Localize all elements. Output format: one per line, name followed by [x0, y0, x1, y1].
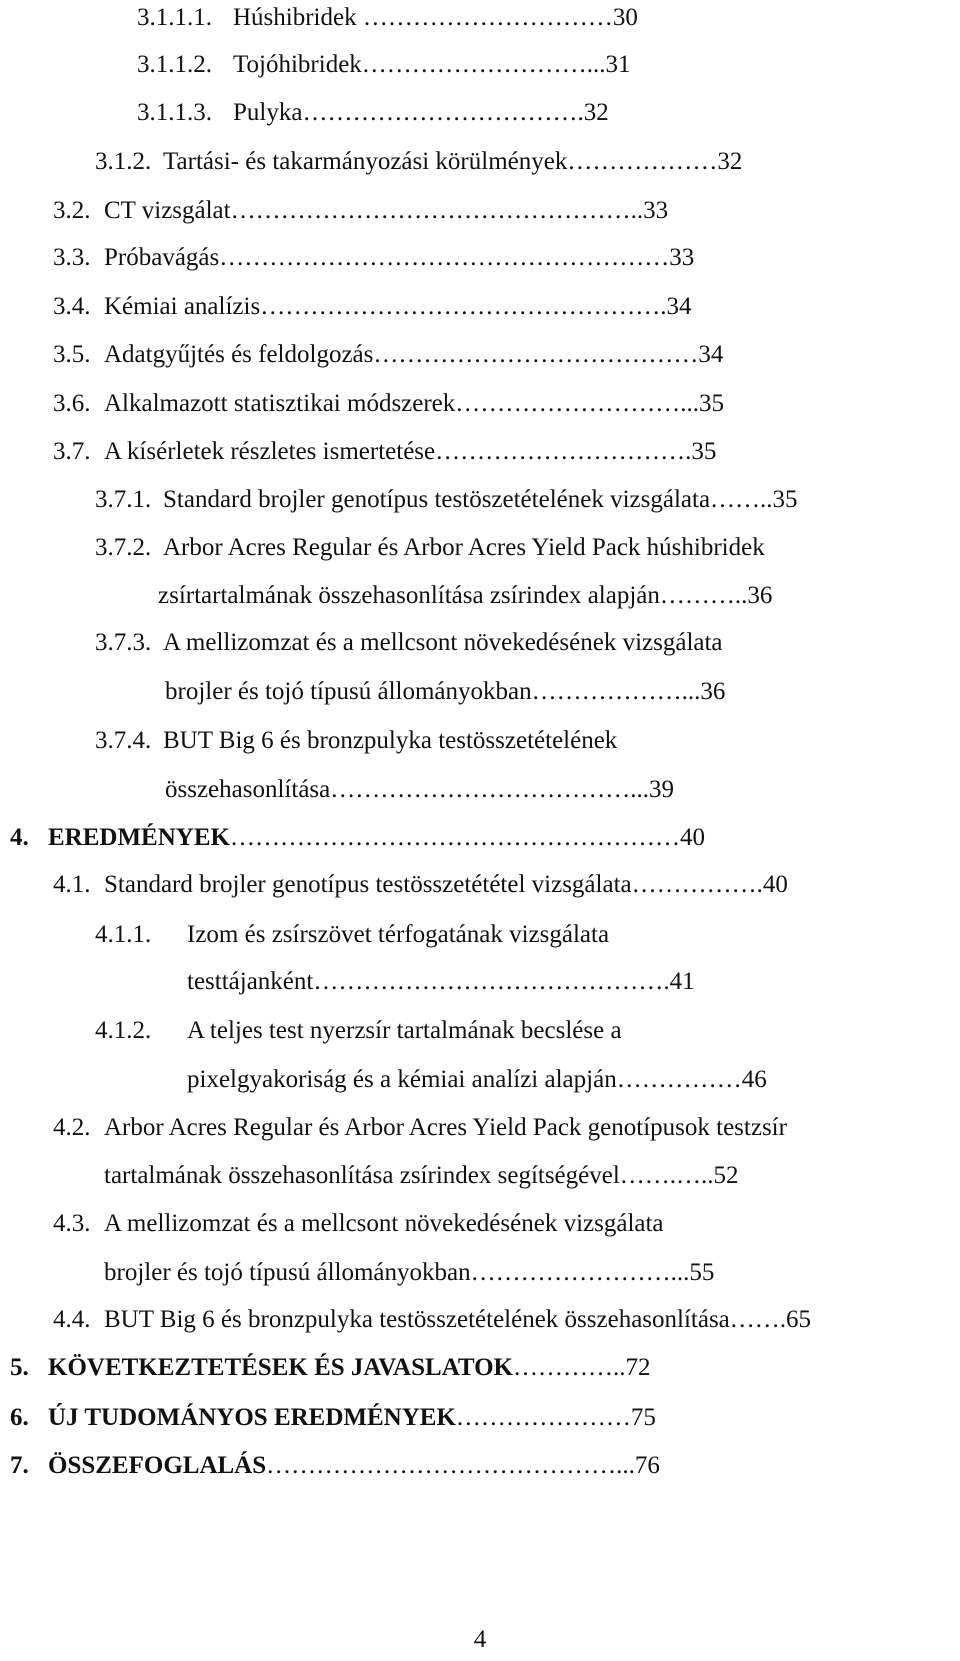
toc-leader-dots: …………… [616, 1066, 742, 1093]
toc-entry-page: 46 [741, 1066, 767, 1093]
toc-entry [10, 1403, 656, 1433]
toc-entry-title: EREDMÉNYEK [48, 824, 230, 851]
toc-entry [10, 823, 705, 853]
toc-entry [95, 485, 798, 515]
toc-leader-dots: ………….. [513, 1354, 626, 1381]
toc-entry-page: 32 [583, 99, 609, 126]
toc-entry-number: 4.1.1. [95, 921, 152, 948]
toc-entry [95, 628, 723, 658]
page-number: 4 [473, 1626, 487, 1653]
toc-entry-title: Standard brojler genotípus testösszetététel vizsgálata [104, 871, 632, 898]
toc-leader-dots: ……………… [567, 148, 718, 175]
toc-entry-title: A kísérletek részletes ismertetése [104, 438, 436, 465]
toc-entry-title: Standard brojler genotípus testöszetételének vizsgálata [163, 486, 711, 513]
toc-entry-title: pixelgyakoriság és a kémiai analízi alapján [187, 1066, 617, 1093]
toc-leader-dots: ………………………………………….. [230, 197, 644, 224]
toc-entry-page: 40 [679, 824, 705, 851]
toc-entry-title: CT vizsgálat [104, 197, 231, 224]
toc-leader-dots: ………………………………… [373, 341, 699, 368]
toc-leader-dots: ……………………... [470, 1259, 690, 1286]
toc-entry-continuation [187, 967, 695, 997]
toc-entry [53, 1305, 811, 1335]
toc-entry-number: 3.7.1. [95, 486, 152, 513]
toc-leader-dots: ……………………………………. [313, 968, 670, 995]
toc-entry-page: 41 [669, 968, 695, 995]
toc-leader-dots: ………………………... [455, 390, 700, 417]
toc-entry-continuation [165, 775, 674, 805]
toc-entry-page: 33 [643, 197, 669, 224]
toc-entry-title: Kémiai analízis [104, 293, 261, 320]
toc-entry [137, 98, 609, 128]
toc-leader-dots: ………………… [455, 1404, 631, 1431]
toc-entry-title: KÖVETKEZTETÉSEK ÉS JAVASLATOK [48, 1354, 514, 1381]
toc-leader-dots: ……………………………………………… [229, 824, 680, 851]
toc-entry-title: Arbor Acres Regular és Arbor Acres Yield Pack genotípusok testzsír [104, 1114, 787, 1141]
toc-entry [53, 243, 694, 273]
toc-entry-page: 75 [630, 1404, 656, 1431]
toc-entry-page: 30 [612, 4, 638, 31]
toc-entry-continuation [187, 1065, 767, 1095]
toc-entry-number: 5. [10, 1354, 29, 1381]
toc-leader-dots: ……………………………………... [266, 1452, 635, 1479]
toc-entry-number: 4.1.2. [95, 1017, 152, 1044]
toc-entry-number: 3.3. [53, 244, 91, 271]
toc-entry-number: 3.7.4. [95, 727, 152, 754]
toc-entry-continuation [165, 677, 725, 707]
toc-entry-page: 76 [634, 1452, 660, 1479]
toc-entry-title: brojler és tojó típusú állományokban [165, 678, 532, 705]
toc-entry-title: testtájanként [187, 968, 314, 995]
toc-leader-dots: ………………………… [356, 4, 613, 31]
toc-entry-page: 34 [698, 341, 724, 368]
toc-entry-page: 65 [786, 1306, 812, 1333]
toc-leader-dots: …………………………………………. [260, 293, 667, 320]
toc-entry-title: brojler és tojó típusú állományokban [104, 1259, 471, 1286]
toc-entry-number: 3.1.2. [95, 148, 152, 175]
toc-leader-dots: ……………. [631, 871, 763, 898]
toc-entry [53, 292, 691, 322]
toc-entry-title: A mellizomzat és a mellcsont növekedésének vizsgálata [163, 629, 723, 656]
toc-entry-number: 4.2. [53, 1114, 91, 1141]
toc-leader-dots: ………………………... [361, 51, 606, 78]
toc-entry-title: Adatgyűjtés és feldolgozás [104, 341, 374, 368]
toc-entry-title: ÚJ TUDOMÁNYOS EREDMÉNYEK [48, 1404, 456, 1431]
toc-leader-dots: ……….. [659, 582, 748, 609]
toc-entry-number: 3.1.1.3. [137, 99, 212, 126]
toc-leader-dots: ……………………………. [302, 99, 584, 126]
toc-entry [95, 726, 617, 756]
toc-leader-dots: …….. [710, 486, 773, 513]
toc-entry-page: 55 [689, 1259, 715, 1286]
toc-entry [10, 1451, 660, 1481]
toc-entry [10, 1353, 651, 1383]
toc-entry-page: 35 [691, 438, 717, 465]
toc-entry [95, 1016, 622, 1046]
toc-entry-number: 3.7. [53, 438, 91, 465]
toc-entry-title: Izom és zsírszövet térfogatának vizsgálata [187, 921, 610, 948]
toc-entry [53, 340, 723, 370]
toc-entry-number: 3.2. [53, 197, 91, 224]
toc-entry-number: 3.5. [53, 341, 91, 368]
toc-entry-title: Tartási- és takarmányozási körülmények [163, 148, 568, 175]
toc-entry-title: A mellizomzat és a mellcsont növekedésének vizsgálata [104, 1210, 664, 1237]
toc-leader-dots: ……. [729, 1306, 787, 1333]
toc-entry-title: tartalmának összehasonlítása zsírindex segítségével [104, 1162, 620, 1189]
toc-entry [137, 50, 631, 80]
toc-entry [95, 147, 742, 177]
toc-entry-page: 39 [648, 776, 674, 803]
toc-entry [53, 870, 788, 900]
toc-entry [53, 1113, 787, 1143]
toc-entry-number: 4.4. [53, 1306, 91, 1333]
toc-entry-number: 3.4. [53, 293, 91, 320]
toc-entry-title: Arbor Acres Regular és Arbor Acres Yield Pack húshibridek [163, 534, 765, 561]
toc-entry-continuation [158, 581, 772, 611]
toc-entry-page: 32 [717, 148, 743, 175]
toc-entry-title: Pulyka [233, 99, 303, 126]
toc-entry [95, 533, 765, 563]
toc-entry-page: 35 [772, 486, 798, 513]
toc-entry-number: 4. [10, 824, 29, 851]
toc-entry-page: 31 [605, 51, 631, 78]
toc-leader-dots: …….….. [619, 1162, 714, 1189]
toc-entry-title: Próbavágás [104, 244, 220, 271]
toc-entry-title: ÖSSZEFOGLALÁS [48, 1452, 267, 1479]
toc-entry-title: A teljes test nyerzsír tartalmának becslése a [187, 1017, 622, 1044]
toc-leader-dots: ……………………………………………… [219, 244, 670, 271]
toc-entry-page: 72 [625, 1354, 651, 1381]
toc-entry-number: 3.6. [53, 390, 91, 417]
toc-entry-title: BUT Big 6 és bronzpulyka testösszetételének [163, 727, 618, 754]
toc-entry-number: 4.1. [53, 871, 91, 898]
toc-entry-number: 3.7.3. [95, 629, 152, 656]
toc-entry-page: 36 [700, 678, 726, 705]
toc-entry-page: 33 [669, 244, 695, 271]
toc-entry-continuation [104, 1161, 739, 1191]
toc-entry-title: zsírtartalmának összehasonlítása zsírindex alapján [158, 582, 660, 609]
toc-entry-title: BUT Big 6 és bronzpulyka testösszetételének összehasonlítása [104, 1306, 730, 1333]
toc-entry-title: Húshibridek [233, 4, 357, 31]
toc-entry [53, 1209, 664, 1239]
toc-entry [95, 920, 609, 950]
toc-entry [53, 437, 716, 467]
toc-entry-number: 7. [10, 1452, 29, 1479]
toc-entry-number: 3.1.1.2. [137, 51, 212, 78]
toc-entry-page: 35 [699, 390, 725, 417]
toc-entry-number: 3.1.1.1. [137, 4, 212, 31]
toc-entry-page: 36 [747, 582, 773, 609]
toc-entry [137, 3, 638, 33]
toc-entry-number: 3.7.2. [95, 534, 152, 561]
toc-entry-title: összehasonlítása [165, 776, 331, 803]
toc-entry [53, 389, 724, 419]
toc-entry-number: 6. [10, 1404, 29, 1431]
toc-entry-title: Tojóhibridek [233, 51, 362, 78]
toc-entry-page: 34 [666, 293, 692, 320]
toc-entry [53, 196, 668, 226]
toc-leader-dots: …………………………. [435, 438, 692, 465]
toc-entry-page: 40 [762, 871, 788, 898]
toc-leader-dots: ………………………………... [330, 776, 649, 803]
toc-entry-number: 4.3. [53, 1210, 91, 1237]
toc-entry-continuation [104, 1258, 714, 1288]
toc-entry-page: 52 [713, 1162, 739, 1189]
toc-entry-title: Alkalmazott statisztikai módszerek [104, 390, 456, 417]
toc-leader-dots: ………………... [531, 678, 701, 705]
